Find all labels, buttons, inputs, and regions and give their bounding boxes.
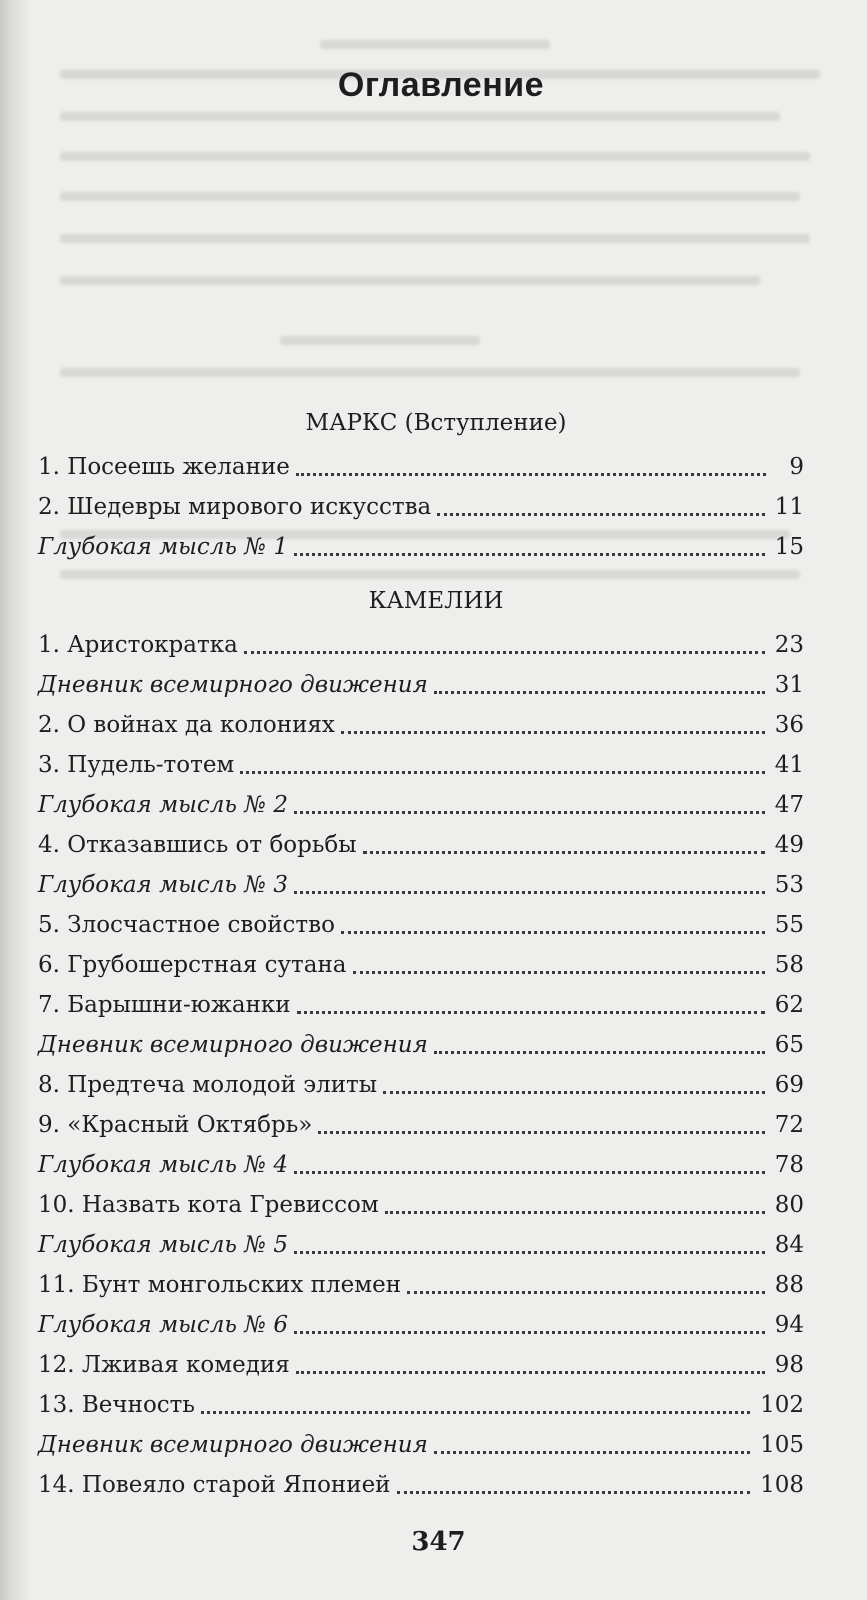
toc-entry-page: 72 bbox=[774, 1112, 804, 1138]
dot-leader bbox=[341, 930, 765, 934]
toc-entry-page: 94 bbox=[774, 1312, 804, 1338]
toc-entry-page: 98 bbox=[774, 1352, 804, 1378]
toc-entry-page: 108 bbox=[760, 1472, 804, 1498]
toc-entry-label: Глубокая мысль № 1 bbox=[38, 534, 288, 560]
toc-entry[interactable] bbox=[38, 1461, 804, 1501]
toc-entry-label: Глубокая мысль № 6 bbox=[38, 1312, 288, 1338]
toc-entry-page: 65 bbox=[774, 1032, 804, 1058]
toc-entry[interactable] bbox=[38, 821, 804, 861]
toc-entry-page: 41 bbox=[774, 752, 804, 778]
toc-entry-page: 80 bbox=[774, 1192, 804, 1218]
toc-entry-page: 105 bbox=[760, 1432, 804, 1458]
toc-entry-label: 13. Вечность bbox=[38, 1392, 195, 1418]
page-number: 347 bbox=[411, 1527, 466, 1557]
dot-leader bbox=[296, 1370, 765, 1374]
dot-leader bbox=[296, 472, 766, 476]
dot-leader bbox=[434, 690, 765, 694]
toc-entry-page: 9 bbox=[789, 454, 804, 480]
toc-section-marx bbox=[38, 403, 804, 563]
dot-leader bbox=[294, 1170, 765, 1174]
dot-leader bbox=[385, 1210, 765, 1214]
toc-entry-page: 23 bbox=[774, 632, 804, 658]
dot-leader bbox=[397, 1490, 751, 1494]
toc-entry-page: 36 bbox=[774, 712, 804, 738]
toc-entry-page: 69 bbox=[774, 1072, 804, 1098]
toc-entry[interactable] bbox=[38, 621, 804, 661]
dot-leader bbox=[297, 1010, 765, 1014]
toc-entry-page: 88 bbox=[774, 1272, 804, 1298]
toc-entry[interactable] bbox=[38, 1261, 804, 1301]
toc-entry-label: 14. Повеяло старой Японией bbox=[38, 1472, 391, 1498]
toc-entry[interactable] bbox=[38, 741, 804, 781]
toc-entry-label: 2. О войнах да колониях bbox=[38, 712, 335, 738]
book-gutter-shadow bbox=[0, 0, 30, 1600]
toc-entry-label: Дневник всемирного движения bbox=[38, 1432, 428, 1458]
toc-entry-label: 3. Пудель-тотем bbox=[38, 752, 235, 778]
toc-page bbox=[38, 55, 804, 1501]
toc-entry-label: Глубокая мысль № 3 bbox=[38, 872, 288, 898]
section-heading: КАМЕЛИИ bbox=[368, 588, 504, 614]
toc-entry-label: Дневник всемирного движения bbox=[38, 1032, 428, 1058]
toc-entry[interactable] bbox=[38, 1101, 804, 1141]
dot-leader bbox=[244, 650, 765, 654]
toc-entry-label: 2. Шедевры мирового искусства bbox=[38, 494, 432, 520]
toc-entry-label: 7. Барышни-южанки bbox=[38, 992, 291, 1018]
toc-entry-label: 6. Грубошерстная сутана bbox=[38, 952, 347, 978]
toc-entry-page: 62 bbox=[774, 992, 804, 1018]
dot-leader bbox=[294, 1330, 765, 1334]
toc-entry-page: 15 bbox=[774, 534, 804, 560]
toc-entry[interactable] bbox=[38, 701, 804, 741]
toc-entry[interactable] bbox=[38, 1381, 804, 1421]
dot-leader bbox=[240, 770, 764, 774]
toc-entry[interactable] bbox=[38, 781, 804, 821]
toc-entry[interactable] bbox=[38, 1421, 804, 1461]
section-heading: МАРКС (Вступление) bbox=[305, 410, 567, 436]
toc-entry-label: 1. Посеешь желание bbox=[38, 454, 290, 480]
toc-entry-label: 12. Лживая комедия bbox=[38, 1352, 290, 1378]
toc-entry-label: Глубокая мысль № 2 bbox=[38, 792, 288, 818]
toc-entry[interactable] bbox=[38, 523, 804, 563]
dot-leader bbox=[201, 1410, 750, 1414]
toc-list bbox=[38, 443, 804, 563]
toc-entry-page: 31 bbox=[774, 672, 804, 698]
toc-entry-page: 11 bbox=[774, 494, 804, 520]
toc-entry-page: 49 bbox=[774, 832, 804, 858]
toc-entry[interactable] bbox=[38, 1061, 804, 1101]
dot-leader bbox=[434, 1450, 750, 1454]
toc-entry[interactable] bbox=[38, 1221, 804, 1261]
dot-leader bbox=[294, 1250, 765, 1254]
toc-entry[interactable] bbox=[38, 941, 804, 981]
toc-entry-label: 8. Предтеча молодой элиты bbox=[38, 1072, 378, 1098]
toc-entry[interactable] bbox=[38, 901, 804, 941]
toc-entry[interactable] bbox=[38, 1021, 804, 1061]
page-title: Оглавление bbox=[337, 66, 545, 104]
toc-entry-label: 9. «Красный Октябрь» bbox=[38, 1112, 313, 1138]
dot-leader bbox=[294, 810, 765, 814]
toc-entry[interactable] bbox=[38, 1141, 804, 1181]
dot-leader bbox=[363, 850, 765, 854]
toc-entry-page: 84 bbox=[774, 1232, 804, 1258]
toc-entry-page: 55 bbox=[774, 912, 804, 938]
dot-leader bbox=[318, 1130, 764, 1134]
toc-entry-page: 78 bbox=[774, 1152, 804, 1178]
toc-entry[interactable] bbox=[38, 483, 804, 523]
dot-leader bbox=[353, 970, 765, 974]
toc-entry-page: 53 bbox=[774, 872, 804, 898]
toc-entry-label: 5. Злосчастное свойство bbox=[38, 912, 335, 938]
toc-entry-label: 4. Отказавшись от борьбы bbox=[38, 832, 357, 858]
dot-leader bbox=[437, 512, 764, 516]
dot-leader bbox=[407, 1290, 765, 1294]
toc-entry-label: Дневник всемирного движения bbox=[38, 672, 428, 698]
toc-entry[interactable] bbox=[38, 861, 804, 901]
dot-leader bbox=[434, 1050, 765, 1054]
toc-entry-label: 11. Бунт монгольских племен bbox=[38, 1272, 402, 1298]
toc-section-camellias bbox=[38, 581, 804, 1501]
toc-entry-label: 10. Назвать кота Гревиссом bbox=[38, 1192, 379, 1218]
dot-leader bbox=[294, 890, 765, 894]
toc-entry[interactable] bbox=[38, 661, 804, 701]
toc-entry-page: 47 bbox=[774, 792, 804, 818]
dot-leader bbox=[341, 730, 765, 734]
toc-entry-page: 102 bbox=[760, 1392, 804, 1418]
dot-leader bbox=[383, 1090, 765, 1094]
toc-list bbox=[38, 621, 804, 1501]
dot-leader bbox=[294, 552, 765, 556]
toc-entry[interactable] bbox=[38, 1341, 804, 1381]
toc-entry-label: 1. Аристократка bbox=[38, 632, 238, 658]
toc-entry[interactable] bbox=[38, 1181, 804, 1221]
toc-entry-label: Глубокая мысль № 5 bbox=[38, 1232, 288, 1258]
toc-entry-label: Глубокая мысль № 4 bbox=[38, 1152, 288, 1178]
toc-entry[interactable] bbox=[38, 981, 804, 1021]
toc-entry-page: 58 bbox=[774, 952, 804, 978]
toc-entry[interactable] bbox=[38, 1301, 804, 1341]
toc-entry[interactable] bbox=[38, 443, 804, 483]
